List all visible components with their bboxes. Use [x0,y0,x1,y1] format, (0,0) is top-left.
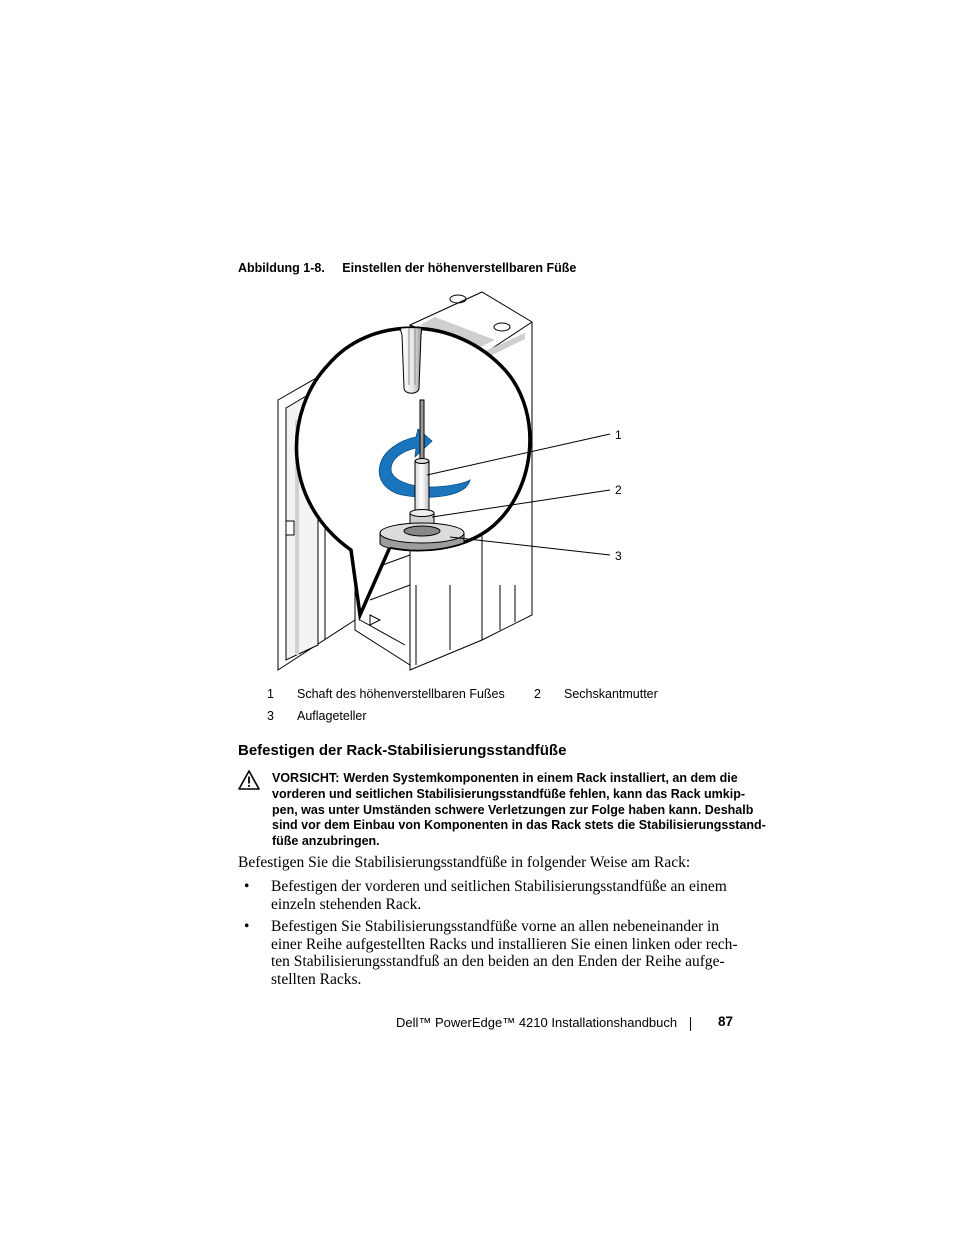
rack-leveling-foot-illustration [270,285,650,675]
legend-number: 2 [534,687,541,701]
legend-text: Schaft des höhenverstellbaren Fußes [297,687,505,701]
caution-line: Werden Systemkomponenten in einem Rack installiert, an dem die [343,771,738,785]
bullet-line: stellten Racks. [271,970,362,988]
bullet-line: Befestigen Sie Stabilisierungsstandfüße vorne an allen nebeneinander in [271,918,720,935]
figure-number: Abbildung 1-8. [238,261,325,275]
bullet-line: Befestigen der vorderen und seitlichen Stabilisierungsstandfüße an einem [271,878,727,895]
bullet-line: einzeln stehenden Rack. [271,895,422,913]
caution-line: pen, was unter Umständen schwere Verletzungen zur Folge haben kann. Deshalb [272,802,754,817]
caution-label: VORSICHT: [272,771,340,785]
caution-text [272,771,766,850]
caution-line: sind vor dem Einbau von Komponenten in das Rack stets die Stabilisierungsstand- [272,818,766,833]
caution-line: vorderen und seitlichen Stabilisierungsstandfüße fehlen, kann das Rack umkip- [272,786,746,801]
caution-line: füße anzubringen. [272,834,380,849]
footer-title: Dell™ PowerEdge™ 4210 Installationshandbuch [396,1015,678,1030]
bullet-line: ten Stabilisierungsstandfuß an den beiden an den Enden der Reihe aufge- [271,953,725,971]
footer-separator [690,1017,691,1031]
page-number: 87 [718,1014,734,1029]
leveling-foot-shaft [415,459,429,514]
bullet-marker: • [244,918,250,935]
bullet-marker: • [244,878,250,895]
legend-text: Auflageteller [297,709,367,723]
callout-1: 1 [615,428,622,442]
figure-title: Einstellen der höhenverstellbaren Füße [342,261,577,275]
intro-paragraph: Befestigen Sie die Stabilisierungsstandfüße in folgender Weise am Rack: [238,854,691,871]
section-heading: Befestigen der Rack-Stabilisierungsstandfüße [238,742,567,759]
bullet-line: einer Reihe aufgestellten Racks und installieren Sie einen linken oder rech- [271,935,738,953]
callout-3: 3 [615,549,622,563]
legend-text: Sechskantmutter [564,687,658,701]
warning-triangle-icon [238,770,260,790]
callout-2: 2 [615,483,622,497]
legend-number: 1 [267,687,274,701]
legend-number: 3 [267,709,274,723]
figure-caption [238,261,576,275]
